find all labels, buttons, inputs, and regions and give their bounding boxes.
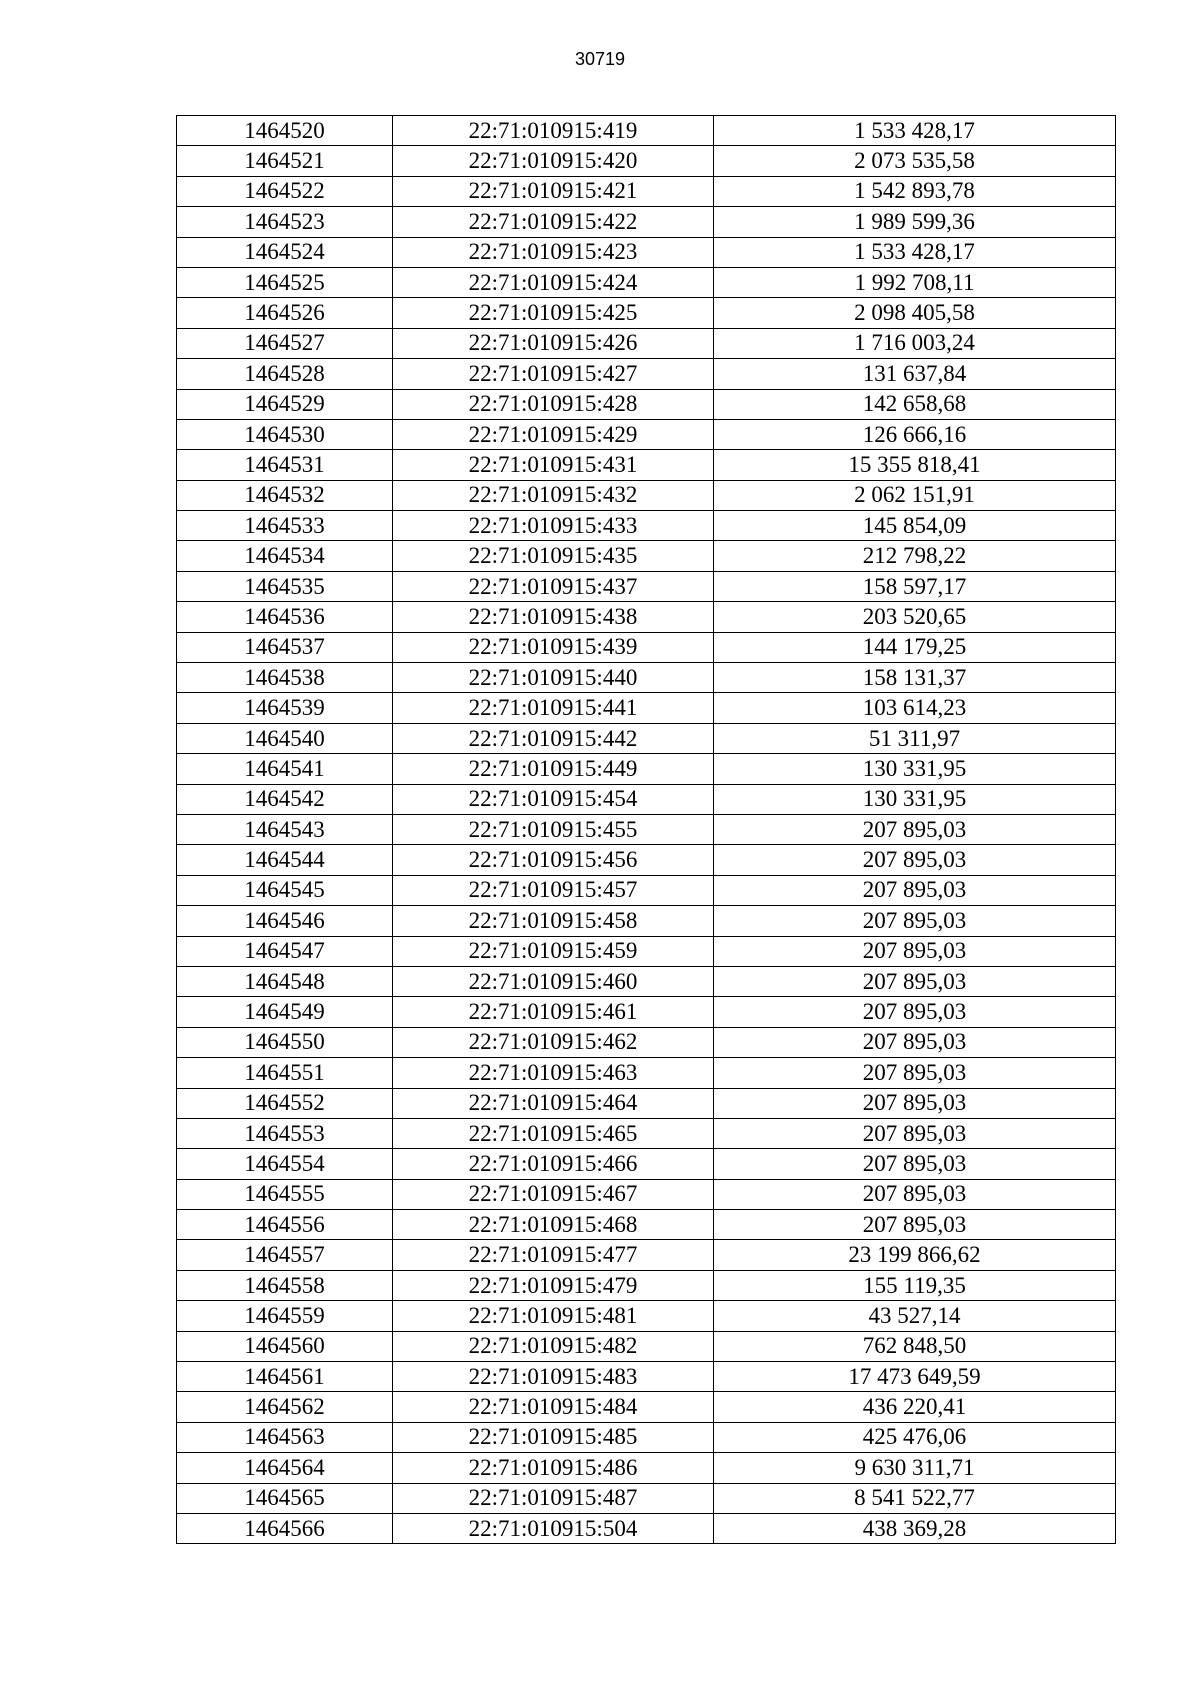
cadastral-number-cell: 22:71:010915:422: [393, 207, 714, 237]
cadastral-value-cell: 126 666,16: [714, 419, 1116, 449]
table-row: [177, 146, 1116, 176]
table-row: [177, 389, 1116, 419]
row-number-cell: 1464552: [177, 1088, 393, 1118]
row-number-cell: 1464543: [177, 814, 393, 844]
cadastral-number-cell: 22:71:010915:429: [393, 419, 714, 449]
table-row: [177, 602, 1116, 632]
table-row: [177, 176, 1116, 206]
cadastral-value-cell: 103 614,23: [714, 693, 1116, 723]
cadastral-number-cell: 22:71:010915:462: [393, 1027, 714, 1057]
cadastral-number-cell: 22:71:010915:425: [393, 298, 714, 328]
cadastral-value-cell: 15 355 818,41: [714, 450, 1116, 480]
row-number-cell: 1464548: [177, 966, 393, 996]
cadastral-value-cell: 130 331,95: [714, 754, 1116, 784]
cadastral-number-cell: 22:71:010915:482: [393, 1331, 714, 1361]
cadastral-number-cell: 22:71:010915:454: [393, 784, 714, 814]
cadastral-value-cell: 207 895,03: [714, 1210, 1116, 1240]
cadastral-value-cell: 1 716 003,24: [714, 328, 1116, 358]
cadastral-number-cell: 22:71:010915:477: [393, 1240, 714, 1270]
cadastral-value-cell: 17 473 649,59: [714, 1362, 1116, 1392]
table-row: [177, 1513, 1116, 1543]
cadastral-number-cell: 22:71:010915:437: [393, 571, 714, 601]
row-number-cell: 1464566: [177, 1513, 393, 1543]
table-body: [177, 116, 1116, 1544]
cadastral-number-cell: 22:71:010915:463: [393, 1058, 714, 1088]
table-row: [177, 541, 1116, 571]
table-row: [177, 663, 1116, 693]
row-number-cell: 1464539: [177, 693, 393, 723]
table-row: [177, 511, 1116, 541]
cadastral-value-cell: 207 895,03: [714, 1058, 1116, 1088]
cadastral-number-cell: 22:71:010915:460: [393, 966, 714, 996]
table-row: [177, 1331, 1116, 1361]
cadastral-number-cell: 22:71:010915:461: [393, 997, 714, 1027]
cadastral-value-cell: 207 895,03: [714, 845, 1116, 875]
cadastral-number-cell: 22:71:010915:431: [393, 450, 714, 480]
cadastral-value-cell: 2 062 151,91: [714, 480, 1116, 510]
cadastral-value-cell: 142 658,68: [714, 389, 1116, 419]
row-number-cell: 1464557: [177, 1240, 393, 1270]
cadastral-number-cell: 22:71:010915:484: [393, 1392, 714, 1422]
row-number-cell: 1464532: [177, 480, 393, 510]
cadastral-value-cell: 207 895,03: [714, 875, 1116, 905]
page-number: 30719: [574, 49, 626, 69]
row-number-cell: 1464526: [177, 298, 393, 328]
row-number-cell: 1464541: [177, 754, 393, 784]
cadastral-number-cell: 22:71:010915:428: [393, 389, 714, 419]
row-number-cell: 1464529: [177, 389, 393, 419]
table-row: [177, 1118, 1116, 1148]
table-row: [177, 359, 1116, 389]
table-row: [177, 207, 1116, 237]
table-row: [177, 845, 1116, 875]
cadastral-value-cell: 207 895,03: [714, 1179, 1116, 1209]
row-number-cell: 1464524: [177, 237, 393, 267]
cadastral-value-cell: 203 520,65: [714, 602, 1116, 632]
cadastral-value-cell: 207 895,03: [714, 966, 1116, 996]
cadastral-value-cell: 2 073 535,58: [714, 146, 1116, 176]
cadastral-value-cell: 158 131,37: [714, 663, 1116, 693]
table-row: [177, 1210, 1116, 1240]
cadastral-number-cell: 22:71:010915:420: [393, 146, 714, 176]
row-number-cell: 1464550: [177, 1027, 393, 1057]
cadastral-number-cell: 22:71:010915:486: [393, 1453, 714, 1483]
row-number-cell: 1464520: [177, 116, 393, 146]
row-number-cell: 1464523: [177, 207, 393, 237]
table-row: [177, 480, 1116, 510]
cadastral-number-cell: 22:71:010915:441: [393, 693, 714, 723]
cadastral-number-cell: 22:71:010915:464: [393, 1088, 714, 1118]
cadastral-value-cell: 144 179,25: [714, 632, 1116, 662]
cadastral-value-cell: 1 542 893,78: [714, 176, 1116, 206]
cadastral-value-cell: 207 895,03: [714, 1088, 1116, 1118]
row-number-cell: 1464561: [177, 1362, 393, 1392]
cadastral-number-cell: 22:71:010915:457: [393, 875, 714, 905]
cadastral-number-cell: 22:71:010915:466: [393, 1149, 714, 1179]
cadastral-number-cell: 22:71:010915:438: [393, 602, 714, 632]
table-row: [177, 1179, 1116, 1209]
table-row: [177, 450, 1116, 480]
row-number-cell: 1464549: [177, 997, 393, 1027]
cadastral-number-cell: 22:71:010915:423: [393, 237, 714, 267]
cadastral-number-cell: 22:71:010915:439: [393, 632, 714, 662]
cadastral-number-cell: 22:71:010915:456: [393, 845, 714, 875]
table-row: [177, 814, 1116, 844]
row-number-cell: 1464534: [177, 541, 393, 571]
row-number-cell: 1464540: [177, 723, 393, 753]
table-row: [177, 997, 1116, 1027]
cadastral-value-cell: 207 895,03: [714, 814, 1116, 844]
row-number-cell: 1464525: [177, 267, 393, 297]
row-number-cell: 1464559: [177, 1301, 393, 1331]
row-number-cell: 1464545: [177, 875, 393, 905]
row-number-cell: 1464555: [177, 1179, 393, 1209]
cadastral-value-cell: 762 848,50: [714, 1331, 1116, 1361]
table-row: [177, 632, 1116, 662]
table-row: [177, 784, 1116, 814]
row-number-cell: 1464530: [177, 419, 393, 449]
cadastral-value-cell: 1 992 708,11: [714, 267, 1116, 297]
cadastral-number-cell: 22:71:010915:449: [393, 754, 714, 784]
cadastral-value-table: [176, 115, 1116, 1544]
cadastral-number-cell: 22:71:010915:419: [393, 116, 714, 146]
cadastral-value-cell: 131 637,84: [714, 359, 1116, 389]
cadastral-number-cell: 22:71:010915:468: [393, 1210, 714, 1240]
table-row: [177, 1301, 1116, 1331]
row-number-cell: 1464560: [177, 1331, 393, 1361]
row-number-cell: 1464538: [177, 663, 393, 693]
row-number-cell: 1464562: [177, 1392, 393, 1422]
cadastral-value-cell: 207 895,03: [714, 1118, 1116, 1148]
cadastral-number-cell: 22:71:010915:483: [393, 1362, 714, 1392]
table-row: [177, 1058, 1116, 1088]
row-number-cell: 1464565: [177, 1483, 393, 1513]
cadastral-value-cell: 43 527,14: [714, 1301, 1116, 1331]
cadastral-number-cell: 22:71:010915:479: [393, 1270, 714, 1300]
row-number-cell: 1464535: [177, 571, 393, 601]
table-row: [177, 966, 1116, 996]
cadastral-value-cell: 1 533 428,17: [714, 237, 1116, 267]
cadastral-value-cell: 207 895,03: [714, 1149, 1116, 1179]
row-number-cell: 1464558: [177, 1270, 393, 1300]
table-row: [177, 1027, 1116, 1057]
cadastral-value-cell: 9 630 311,71: [714, 1453, 1116, 1483]
table-row: [177, 298, 1116, 328]
cadastral-value-cell: 438 369,28: [714, 1513, 1116, 1543]
row-number-cell: 1464544: [177, 845, 393, 875]
cadastral-number-cell: 22:71:010915:458: [393, 906, 714, 936]
cadastral-number-cell: 22:71:010915:481: [393, 1301, 714, 1331]
cadastral-value-cell: 1 533 428,17: [714, 116, 1116, 146]
table-row: [177, 1422, 1116, 1452]
cadastral-value-cell: 23 199 866,62: [714, 1240, 1116, 1270]
cadastral-value-cell: 436 220,41: [714, 1392, 1116, 1422]
table-row: [177, 237, 1116, 267]
cadastral-number-cell: 22:71:010915:459: [393, 936, 714, 966]
cadastral-value-cell: 145 854,09: [714, 511, 1116, 541]
cadastral-value-cell: 207 895,03: [714, 997, 1116, 1027]
cadastral-number-cell: 22:71:010915:432: [393, 480, 714, 510]
cadastral-value-cell: 1 989 599,36: [714, 207, 1116, 237]
table-row: [177, 116, 1116, 146]
cadastral-value-cell: 207 895,03: [714, 906, 1116, 936]
table-row: [177, 267, 1116, 297]
cadastral-number-cell: 22:71:010915:467: [393, 1179, 714, 1209]
cadastral-number-cell: 22:71:010915:487: [393, 1483, 714, 1513]
row-number-cell: 1464528: [177, 359, 393, 389]
cadastral-value-cell: 207 895,03: [714, 1027, 1116, 1057]
row-number-cell: 1464533: [177, 511, 393, 541]
table-row: [177, 419, 1116, 449]
row-number-cell: 1464551: [177, 1058, 393, 1088]
cadastral-number-cell: 22:71:010915:485: [393, 1422, 714, 1452]
row-number-cell: 1464546: [177, 906, 393, 936]
cadastral-value-cell: 212 798,22: [714, 541, 1116, 571]
row-number-cell: 1464542: [177, 784, 393, 814]
cadastral-number-cell: 22:71:010915:442: [393, 723, 714, 753]
row-number-cell: 1464536: [177, 602, 393, 632]
cadastral-number-cell: 22:71:010915:424: [393, 267, 714, 297]
cadastral-number-cell: 22:71:010915:435: [393, 541, 714, 571]
row-number-cell: 1464554: [177, 1149, 393, 1179]
cadastral-value-cell: 207 895,03: [714, 936, 1116, 966]
cadastral-number-cell: 22:71:010915:465: [393, 1118, 714, 1148]
cadastral-value-cell: 155 119,35: [714, 1270, 1116, 1300]
table-row: [177, 936, 1116, 966]
cadastral-value-cell: 8 541 522,77: [714, 1483, 1116, 1513]
row-number-cell: 1464522: [177, 176, 393, 206]
cadastral-number-cell: 22:71:010915:421: [393, 176, 714, 206]
row-number-cell: 1464553: [177, 1118, 393, 1148]
row-number-cell: 1464537: [177, 632, 393, 662]
row-number-cell: 1464564: [177, 1453, 393, 1483]
cadastral-value-cell: 425 476,06: [714, 1422, 1116, 1452]
row-number-cell: 1464563: [177, 1422, 393, 1452]
cadastral-number-cell: 22:71:010915:433: [393, 511, 714, 541]
table-row: [177, 693, 1116, 723]
table-row: [177, 328, 1116, 358]
cadastral-value-cell: 51 311,97: [714, 723, 1116, 753]
row-number-cell: 1464521: [177, 146, 393, 176]
cadastral-value-cell: 130 331,95: [714, 784, 1116, 814]
cadastral-number-cell: 22:71:010915:455: [393, 814, 714, 844]
row-number-cell: 1464556: [177, 1210, 393, 1240]
table-row: [177, 723, 1116, 753]
table-row: [177, 754, 1116, 784]
row-number-cell: 1464527: [177, 328, 393, 358]
table-row: [177, 1149, 1116, 1179]
table-row: [177, 1270, 1116, 1300]
cadastral-value-cell: 158 597,17: [714, 571, 1116, 601]
cadastral-number-cell: 22:71:010915:426: [393, 328, 714, 358]
table-row: [177, 1240, 1116, 1270]
row-number-cell: 1464547: [177, 936, 393, 966]
table-row: [177, 1453, 1116, 1483]
table-row: [177, 1483, 1116, 1513]
cadastral-number-cell: 22:71:010915:427: [393, 359, 714, 389]
table-row: [177, 1088, 1116, 1118]
table-row: [177, 906, 1116, 936]
table-row: [177, 875, 1116, 905]
table-row: [177, 1362, 1116, 1392]
row-number-cell: 1464531: [177, 450, 393, 480]
table-row: [177, 571, 1116, 601]
cadastral-number-cell: 22:71:010915:504: [393, 1513, 714, 1543]
cadastral-number-cell: 22:71:010915:440: [393, 663, 714, 693]
cadastral-value-cell: 2 098 405,58: [714, 298, 1116, 328]
table-row: [177, 1392, 1116, 1422]
